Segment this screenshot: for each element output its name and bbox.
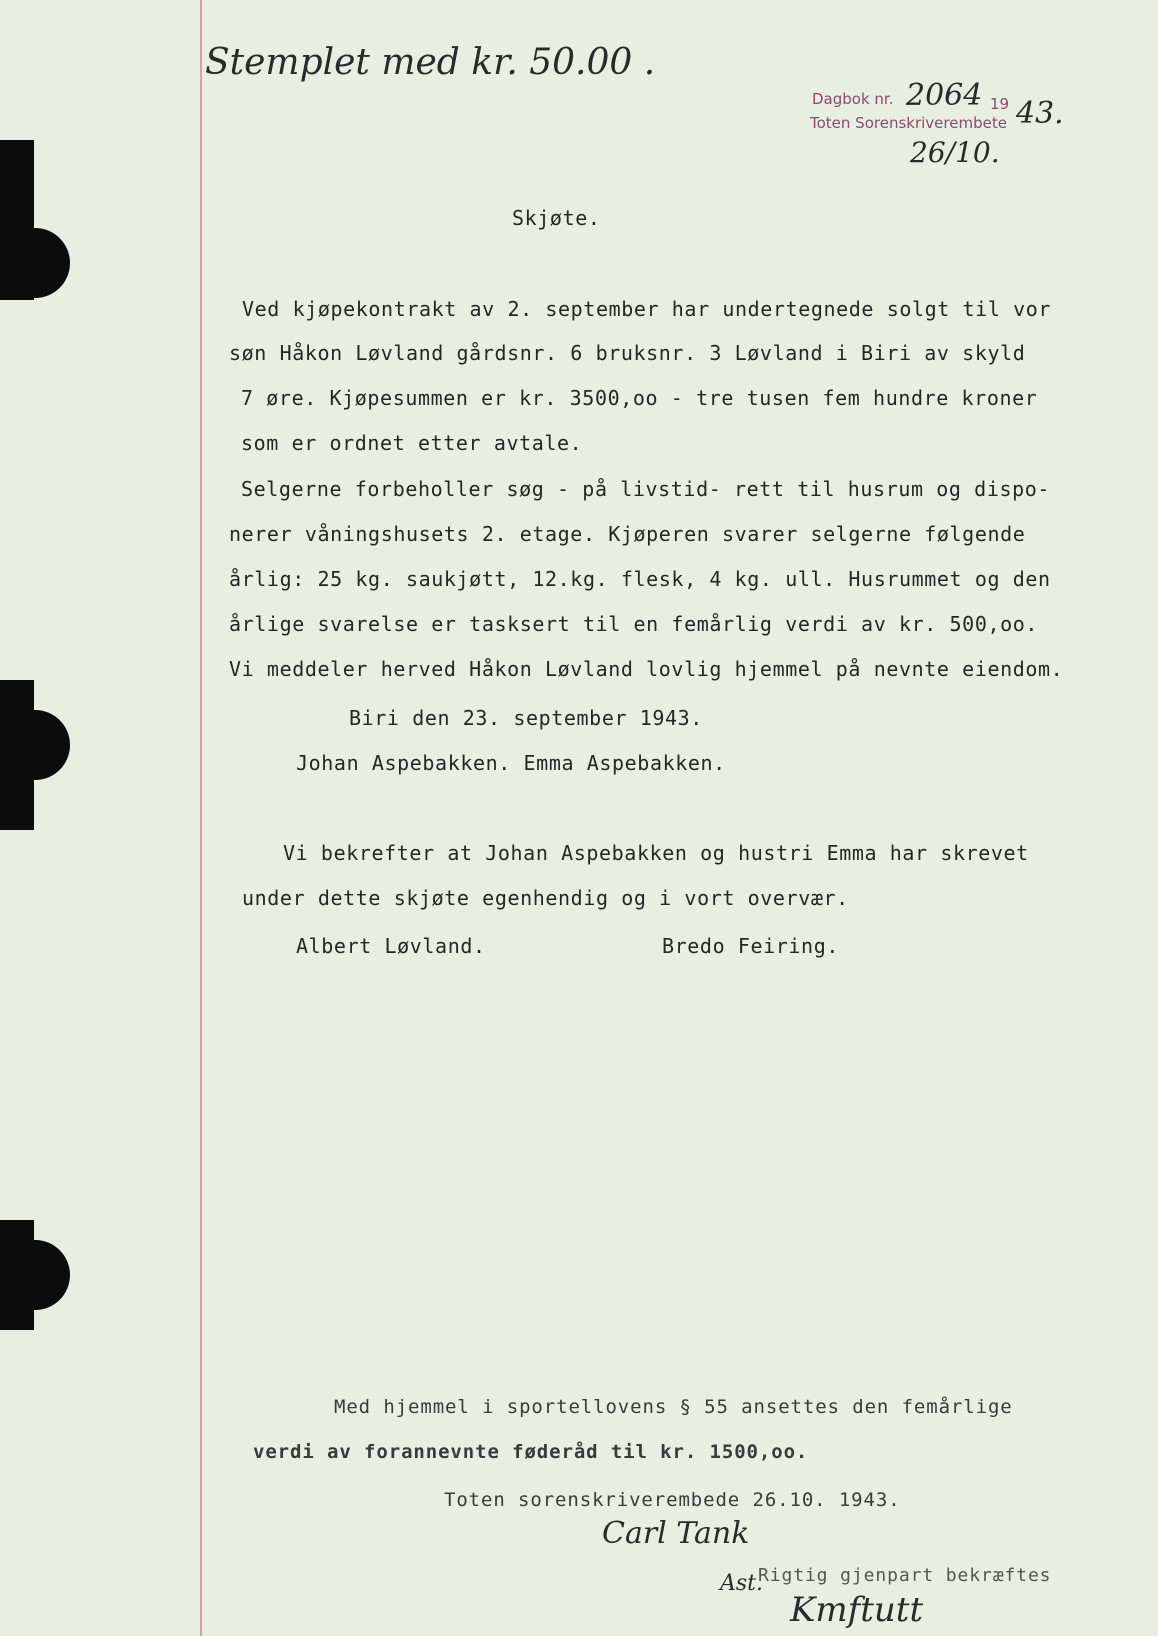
- office-name: Toten Sorenskriverembete: [810, 114, 1007, 132]
- endorsement-line: verdi av forannevnte føderåd til kr. 1500,oo.: [253, 1441, 809, 1463]
- punch-hole: [0, 228, 70, 298]
- body-line: Vi meddeler herved Håkon Løvland lovlig hjemmel på nevnte eiendom.: [229, 657, 1064, 681]
- body-line: årlige svarelse er tasksert til en femårlig verdi av kr. 500,oo.: [229, 612, 1039, 636]
- certification-prefix: Ast.: [720, 1571, 764, 1596]
- body-line: Ved kjøpekontrakt av 2. september har undertegnede solgt til vor: [242, 297, 1052, 321]
- punch-hole: [0, 710, 70, 780]
- body-line: Selgerne forbeholler søg - på livstid- rett til husrum og dispo-: [241, 477, 1051, 501]
- handwritten-stamp-duty-note: Stemplet med kr. 50.00 .: [205, 42, 656, 83]
- clerk-signature: Kmftutt: [790, 1590, 924, 1630]
- witness-line: under dette skjøte egenhendig og i vort overvær.: [242, 886, 849, 910]
- body-line: 7 øre. Kjøpesummen er kr. 3500,oo - tre tusen fem hundre kroner: [241, 386, 1038, 410]
- place-and-date: Biri den 23. september 1943.: [349, 706, 703, 730]
- dagbok-number: 2064: [906, 78, 983, 113]
- witness-line: Vi bekrefter at Johan Aspebakken og hustri Emma har skrevet: [283, 841, 1029, 865]
- body-line: nerer våningshusets 2. etage. Kjøperen svarer selgerne følgende: [229, 522, 1026, 546]
- endorsement-place-date: Toten sorenskriverembede 26.10. 1943.: [444, 1489, 901, 1511]
- seller-signatures: Johan Aspebakken. Emma Aspebakken.: [296, 751, 726, 775]
- judge-signature: Carl Tank: [602, 1516, 750, 1551]
- margin-rule: [200, 0, 202, 1636]
- punch-hole: [0, 1240, 70, 1310]
- year-prefix: 19: [990, 95, 1010, 113]
- certification-stamp: Rigtig gjenpart bekræftes: [758, 1565, 1052, 1586]
- dagbok-label: Dagbok nr.: [812, 90, 894, 108]
- document-title: Skjøte.: [512, 206, 601, 230]
- witness-signature: Albert Løvland.: [296, 934, 486, 958]
- body-line: som er ordnet etter avtale.: [241, 431, 583, 455]
- witness-signature: Bredo Feiring.: [662, 934, 839, 958]
- endorsement-line: Med hjemmel i sportellovens § 55 ansettes den femårlige: [334, 1396, 1013, 1418]
- stamp-date: 26/10.: [910, 136, 1000, 169]
- year-suffix: 43.: [1016, 96, 1064, 131]
- body-line: søn Håkon Løvland gårdsnr. 6 bruksnr. 3 Løvland i Biri av skyld: [229, 341, 1026, 365]
- body-line: årlig: 25 kg. saukjøtt, 12.kg. flesk, 4 kg. ull. Husrummet og den: [229, 567, 1051, 591]
